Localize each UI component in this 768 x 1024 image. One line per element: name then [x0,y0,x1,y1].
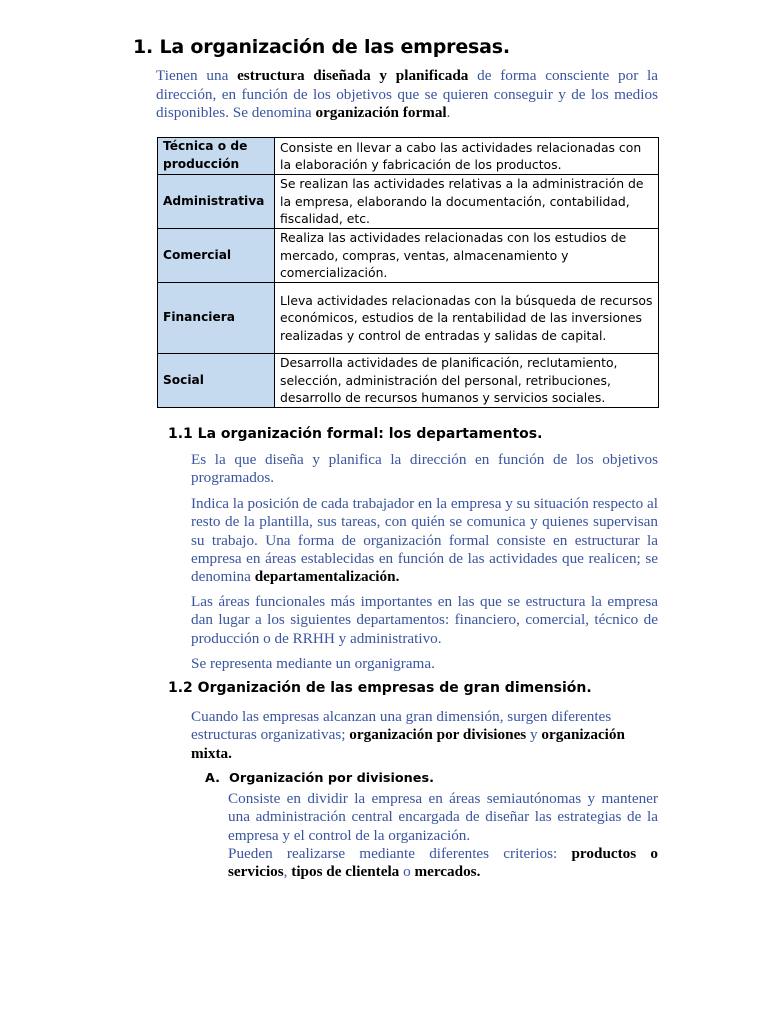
table-key-cell: Técnica o de producción [158,138,275,175]
intro-text-3: . [446,104,451,121]
table-value-cell: Lleva actividades relacionadas con la búsqueda de recursos económicos, estudios de la rentabilidad de las inversiones realizadas y control de entradas y salidas de capital. [275,283,659,354]
section-1-1-paragraph-1: Es la que diseña y planifica la dirección en función de los objetivos programados. [191,451,658,487]
section-1-1-heading: 1.1 La organización formal: los departamentos. [168,426,543,442]
paragraph-text: Indica la posición de cada trabajador en la empresa y su situación respecto al resto de la plantilla, sus tareas, con quién se comunica y quienes supervisan su trabajo. Una forma de organización formal consiste en estructurar la empresa en áreas establecidas en función de las actividades que realicen; se denomina [191,495,658,586]
table-key-cell: Social [158,354,275,408]
section-1-1-paragraph-4: Se representa mediante un organigrama. [191,655,435,672]
paragraph-text: , [283,863,292,881]
table-value-cell: Se realizan las actividades relativas a la administración de la empresa, elaborando la documentación, contabilidad, fiscalidad, etc. [275,175,659,229]
section-1-2-paragraph [191,708,641,763]
departments-table [157,137,659,408]
section-1-2-heading: 1.2 Organización de las empresas de gran dimensión. [168,680,592,696]
intro-bold-1: estructura diseñada y planificada [237,67,469,84]
intro-text-2: de forma consciente por la dirección, en función de los objetivos que se quieren conseguir y de los medios disponibles. Se denomina [156,67,658,121]
table-value-cell: Realiza las actividades relacionadas con los estudios de mercado, compras, ventas, almacenamiento y comercialización. [275,229,659,283]
section-a-paragraph-2 [228,845,658,882]
paragraph-bold: organización mixta. [191,726,625,762]
paragraph-bold: organización por divisiones [349,726,527,744]
table-row [158,283,659,354]
paragraph-text: o [399,863,415,881]
paragraph-text: Pueden realizarse mediante diferentes criterios: [228,845,572,862]
intro-bold-2: organización formal [315,104,447,121]
page-title: 1. La organización de las empresas. [133,36,510,58]
section-1-1-paragraph-3: Las áreas funcionales más importantes en las que se estructura la empresa dan lugar a los siguientes departamentos: financiero, comercial, técnico de producción o de RRHH y administrativo. [191,593,658,647]
paragraph-bold: departamentalización. [254,568,400,586]
table-row [158,138,659,175]
table-key-cell: Financiera [158,283,275,354]
table-row [158,229,659,283]
section-letter: A. [205,771,221,786]
table-row [158,354,659,408]
table-key-cell: Administrativa [158,175,275,229]
paragraph-text: y [526,726,542,744]
paragraph-text: Cuando las empresas alcanzan una gran dimensión, surgen diferentes estructuras organizativas; [191,708,612,744]
table-value-cell: Consiste en llevar a cabo las actividades relacionadas con la elaboración y fabricación de los productos. [275,138,659,175]
intro-text-1: Tienen una [156,67,238,84]
section-a-heading [205,771,434,786]
intro-paragraph [156,67,658,123]
paragraph-bold: productos o servicios [228,845,658,881]
section-a-paragraph-1: Consiste en dividir la empresa en áreas semiautónomas y mantener una administración central encargada de diseñar las estrategias de la empresa y el control de la organización. [228,790,658,844]
table-value-cell: Desarrolla actividades de planificación, reclutamiento, selección, administración del personal, retribuciones, desarrollo de recursos humanos y servicios sociales. [275,354,659,408]
section-a-title: Organización por divisiones. [229,771,434,786]
paragraph-bold: tipos de clientela [291,863,400,881]
table-key-cell: Comercial [158,229,275,283]
table-row [158,175,659,229]
paragraph-bold: mercados. [414,863,481,881]
section-1-1-paragraph-2 [191,495,658,586]
